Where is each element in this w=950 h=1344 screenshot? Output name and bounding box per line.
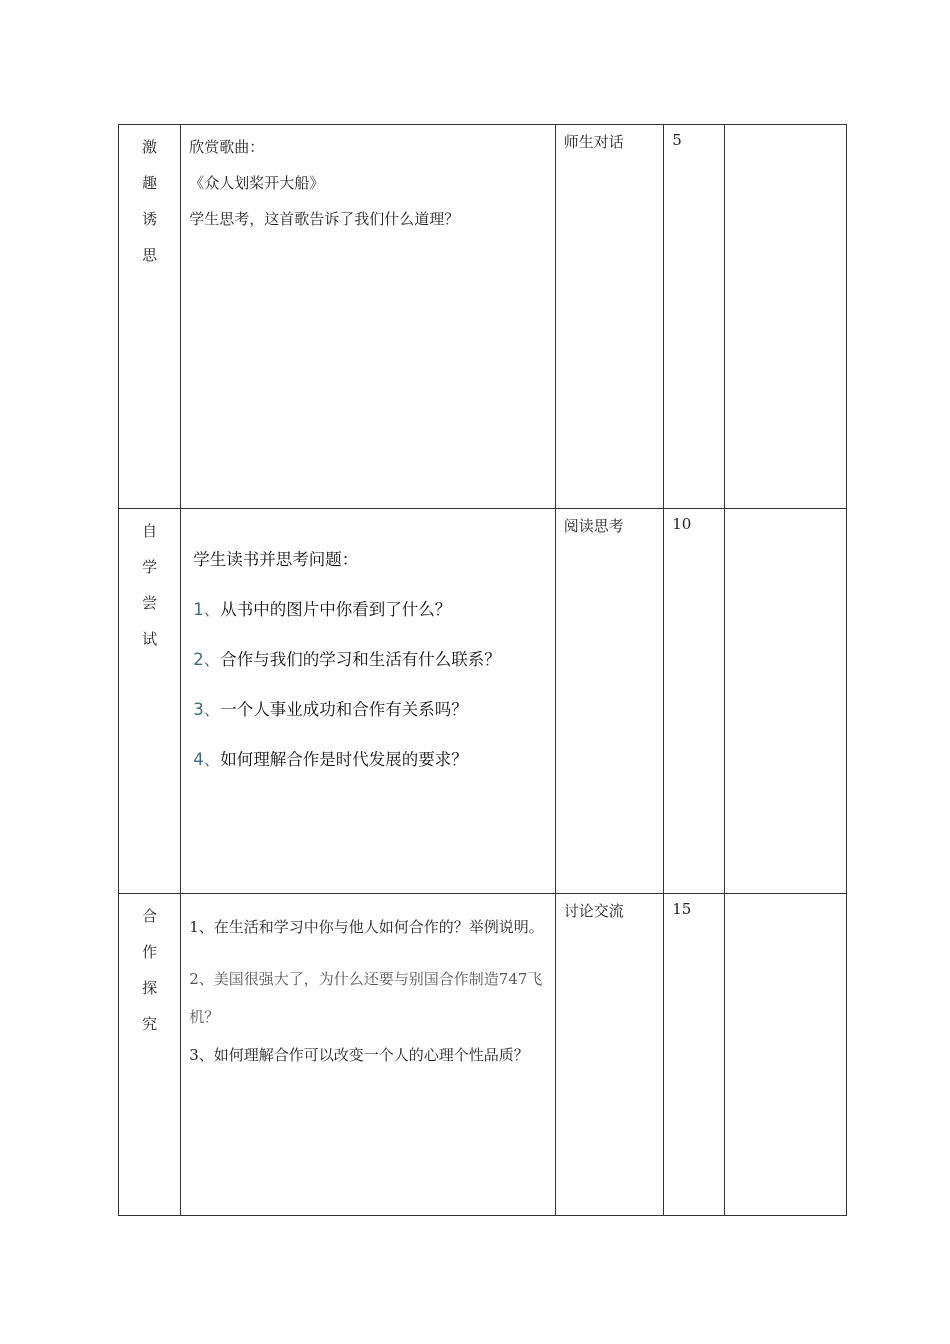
stage-char: 学	[142, 558, 158, 576]
discussion-question: 3、如何理解合作可以改变一个人的心理个性品质？	[189, 1046, 529, 1064]
minutes-cell: 5	[664, 125, 725, 509]
stage-char: 尝	[142, 594, 158, 612]
minutes-cell: 15	[664, 894, 725, 1216]
question-item	[193, 735, 555, 785]
question-number: 4、	[193, 750, 221, 769]
content-intro: 学生读书并思考问题：	[193, 550, 359, 569]
stage-char: 趣	[142, 174, 158, 192]
stage-char: 诱	[142, 210, 158, 228]
method-cell: 师生对话	[555, 125, 663, 509]
stage-cell	[119, 125, 181, 509]
discussion-question: 2、美国很强大了，为什么还要与别国合作制造747飞机？	[189, 970, 543, 1026]
content-cell	[181, 894, 556, 1216]
stage-char: 探	[142, 979, 158, 997]
notes-cell	[725, 509, 847, 894]
question-text: 如何理解合作是时代发展的要求？	[220, 750, 468, 769]
stage-char: 试	[142, 630, 158, 648]
stage-cell	[119, 894, 181, 1216]
notes-cell	[725, 894, 847, 1216]
method-cell: 讨论交流	[555, 894, 663, 1216]
discussion-question: 1、在生活和学习中你与他人如何合作的？举例说明。	[189, 918, 544, 936]
minutes-cell: 10	[664, 509, 725, 894]
content-line: 学生思考，这首歌告诉了我们什么道理？	[189, 210, 460, 228]
content-line: 《众人划桨开大船》	[189, 174, 325, 192]
question-number: 2、	[193, 650, 221, 669]
question-item	[193, 585, 555, 635]
question-text: 合作与我们的学习和生活有什么联系？	[220, 650, 501, 669]
notes-cell	[725, 125, 847, 509]
stage-char: 激	[142, 138, 158, 156]
question-text: 从书中的图片中你看到了什么？	[220, 600, 452, 619]
table-row	[119, 125, 847, 509]
method-cell: 阅读思考	[555, 509, 663, 894]
question-item	[193, 685, 555, 735]
question-text: 一个人事业成功和合作有关系吗？	[220, 700, 468, 719]
stage-char: 究	[142, 1015, 158, 1033]
content-line: 欣赏歌曲：	[189, 138, 265, 156]
question-number: 1、	[193, 600, 221, 619]
stage-char: 合	[142, 907, 158, 925]
question-number: 3、	[193, 700, 221, 719]
table-row	[119, 509, 847, 894]
table-row	[119, 894, 847, 1216]
stage-cell	[119, 509, 181, 894]
content-cell	[181, 125, 556, 509]
stage-char: 作	[142, 943, 158, 961]
content-cell	[181, 509, 556, 894]
lesson-plan-table	[118, 124, 847, 1216]
stage-char: 自	[142, 522, 158, 540]
question-item	[193, 635, 555, 685]
stage-char: 思	[142, 246, 158, 264]
